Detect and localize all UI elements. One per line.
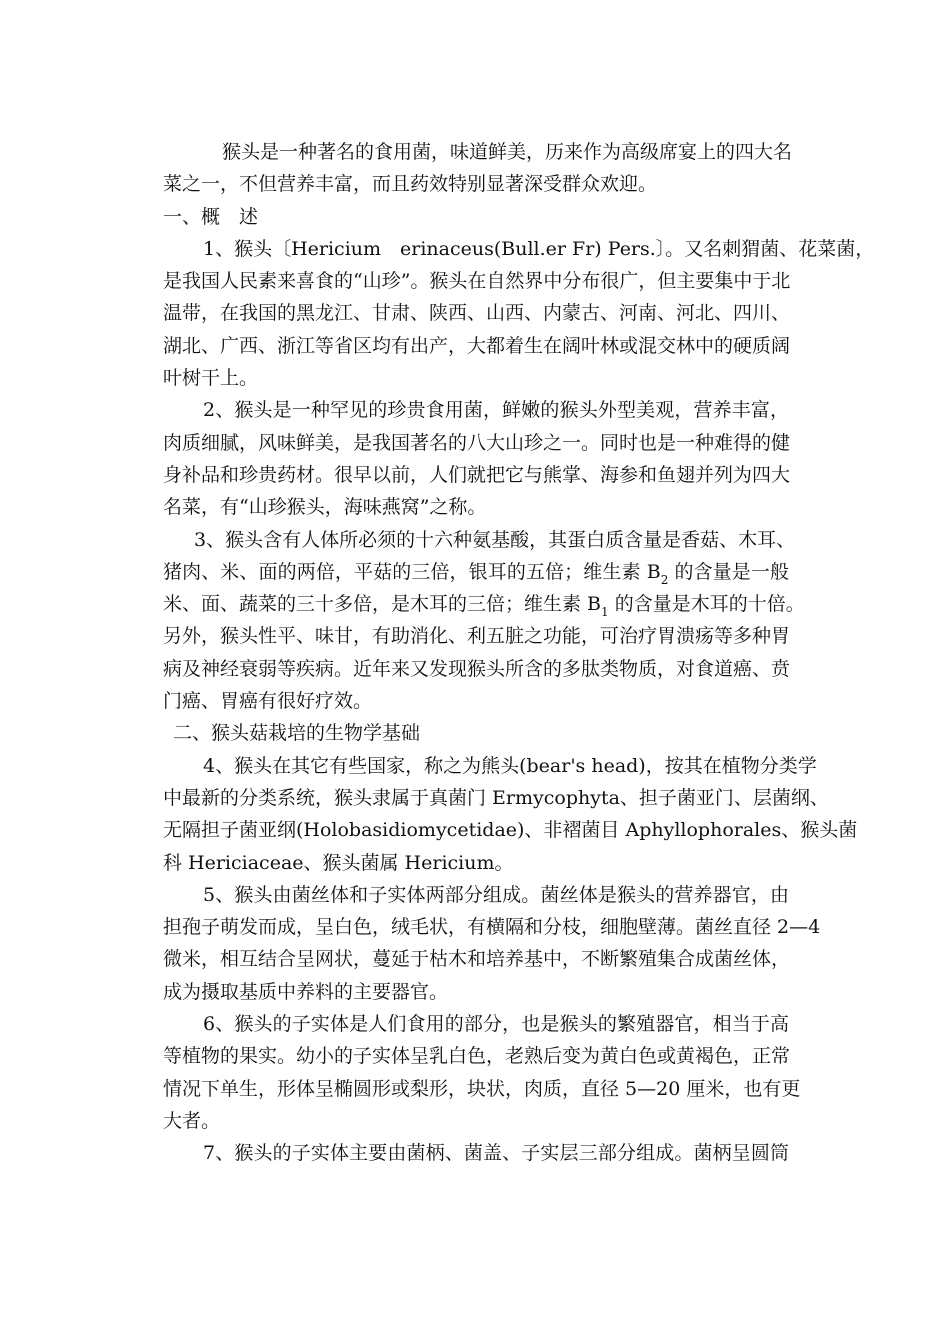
- text-line: 大者。: [163, 1109, 221, 1132]
- paragraph-7: [163, 1137, 789, 1169]
- document-body: [163, 136, 875, 1170]
- text-line: 7、猴头的子实体主要由菌柄、菌盖、子实层三部分组成。菌柄呈圆筒: [203, 1142, 789, 1165]
- text-line: [163, 588, 805, 620]
- text-line: 6、猴头的子实体是人们食用的部分，也是猴头的繁殖器官，相当于高: [203, 1013, 789, 1036]
- section-heading-biology: 二、猴头菇栽培的生物学基础: [173, 722, 421, 745]
- text-line: 病及神经衰弱等疾病。近年来又发现猴头所含的多肽类物质，对食道癌、贲: [163, 657, 791, 680]
- text-line: 等植物的果实。幼小的子实体呈乳白色，老熟后变为黄白色或黄褐色，正常: [163, 1045, 791, 1068]
- text-line: [163, 556, 789, 588]
- text-line: 5、猴头由菌丝体和子实体两部分组成。菌丝体是猴头的营养器官，由: [203, 883, 789, 906]
- text-line: 微米，相互结合呈网状，蔓延于枯木和培养基中，不断繁殖集合成菌丝体，: [163, 948, 791, 971]
- text-line: 2、猴头是一种罕见的珍贵食用菌，鲜嫩的猴头外型美观，营养丰富，: [203, 399, 789, 422]
- paragraph-2: [163, 394, 789, 523]
- text-line: 4、猴头在其它有些国家，称之为熊头(bear's head)，按其在植物分类学: [203, 754, 817, 777]
- text-line: 温带，在我国的黑龙江、甘肃、陕西、山西、内蒙古、河南、河北、四川、: [163, 302, 791, 325]
- text-line: 身补品和珍贵药材。很早以前，人们就把它与熊掌、海参和鱼翅并列为四大: [163, 463, 791, 486]
- text-line: 科 Hericiaceae、猴头菌属 Hericium。: [163, 851, 514, 874]
- text-segment: 米、面、蔬菜的三十多倍，是木耳的三倍；维生素 B: [163, 593, 602, 616]
- section-heading-overview: 一、概 述: [163, 205, 259, 228]
- paragraph-3: [163, 524, 805, 718]
- paragraph-1: [163, 233, 875, 394]
- text-line: 无隔担子菌亚纲(Holobasidiomycetidae)、非褶菌目 Aphyllophorales、猴头菌: [163, 819, 858, 842]
- text-line: 另外，猴头性平、味甘，有助消化、利五脏之功能，可治疗胃溃疡等多种胃: [163, 625, 791, 648]
- text-line: 担孢子萌发而成，呈白色，绒毛状，有横隔和分枝，细胞壁薄。菌丝直径 2—4: [163, 916, 821, 939]
- text-line: 3、猴头含有人体所必须的十六种氨基酸，其蛋白质含量是香菇、木耳、: [194, 528, 796, 551]
- subscript: 2: [660, 572, 669, 587]
- text-line: 1、猴头〔Hericium erinaceus(Bull.er Fr) Pers.〕。又名刺猬菌、花菜菌，: [203, 237, 875, 260]
- text-line: 湖北、广西、浙江等省区均有出产，大都着生在阔叶林或混交林中的硬质阔: [163, 334, 791, 357]
- text-segment: 的含量是木耳的十倍。: [608, 593, 805, 616]
- text-line: 猴头是一种著名的食用菌，味道鲜美，历来作为高级席宴上的四大名: [222, 141, 793, 163]
- paragraph-4: [163, 750, 858, 879]
- text-line: 中最新的分类系统，猴头隶属于真菌门 Ermycophyta、担子菌亚门、层菌纲、: [163, 786, 829, 809]
- text-line: 叶树干上。: [163, 367, 259, 390]
- text-segment: 的含量是一般: [668, 560, 789, 583]
- text-line: 菜之一，不但营养丰富，而且药效特别显著深受群众欢迎。: [163, 173, 658, 196]
- text-line: 成为摄取基质中养料的主要器官。: [163, 980, 449, 1003]
- paragraph-6: [163, 1008, 801, 1137]
- text-line: 名菜，有“山珍猴头，海味燕窝”之称。: [163, 496, 487, 519]
- text-segment: 猪肉、米、面的两倍，平菇的三倍，银耳的五倍；维生素 B: [163, 560, 661, 583]
- text-line: 门癌、胃癌有很好疗效。: [163, 690, 373, 713]
- text-line: 肉质细腻，风味鲜美，是我国著名的八大山珍之一。同时也是一种难得的健: [163, 431, 791, 454]
- text-line: 是我国人民素来喜食的“山珍”。猴头在自然界中分布很广，但主要集中于北: [163, 270, 791, 293]
- subscript: 1: [601, 605, 609, 620]
- text-line: 情况下单生，形体呈椭圆形或梨形，块状，肉质，直径 5—20 厘米，也有更: [163, 1077, 801, 1100]
- intro-paragraph: [163, 136, 793, 201]
- paragraph-5: [163, 879, 821, 1008]
